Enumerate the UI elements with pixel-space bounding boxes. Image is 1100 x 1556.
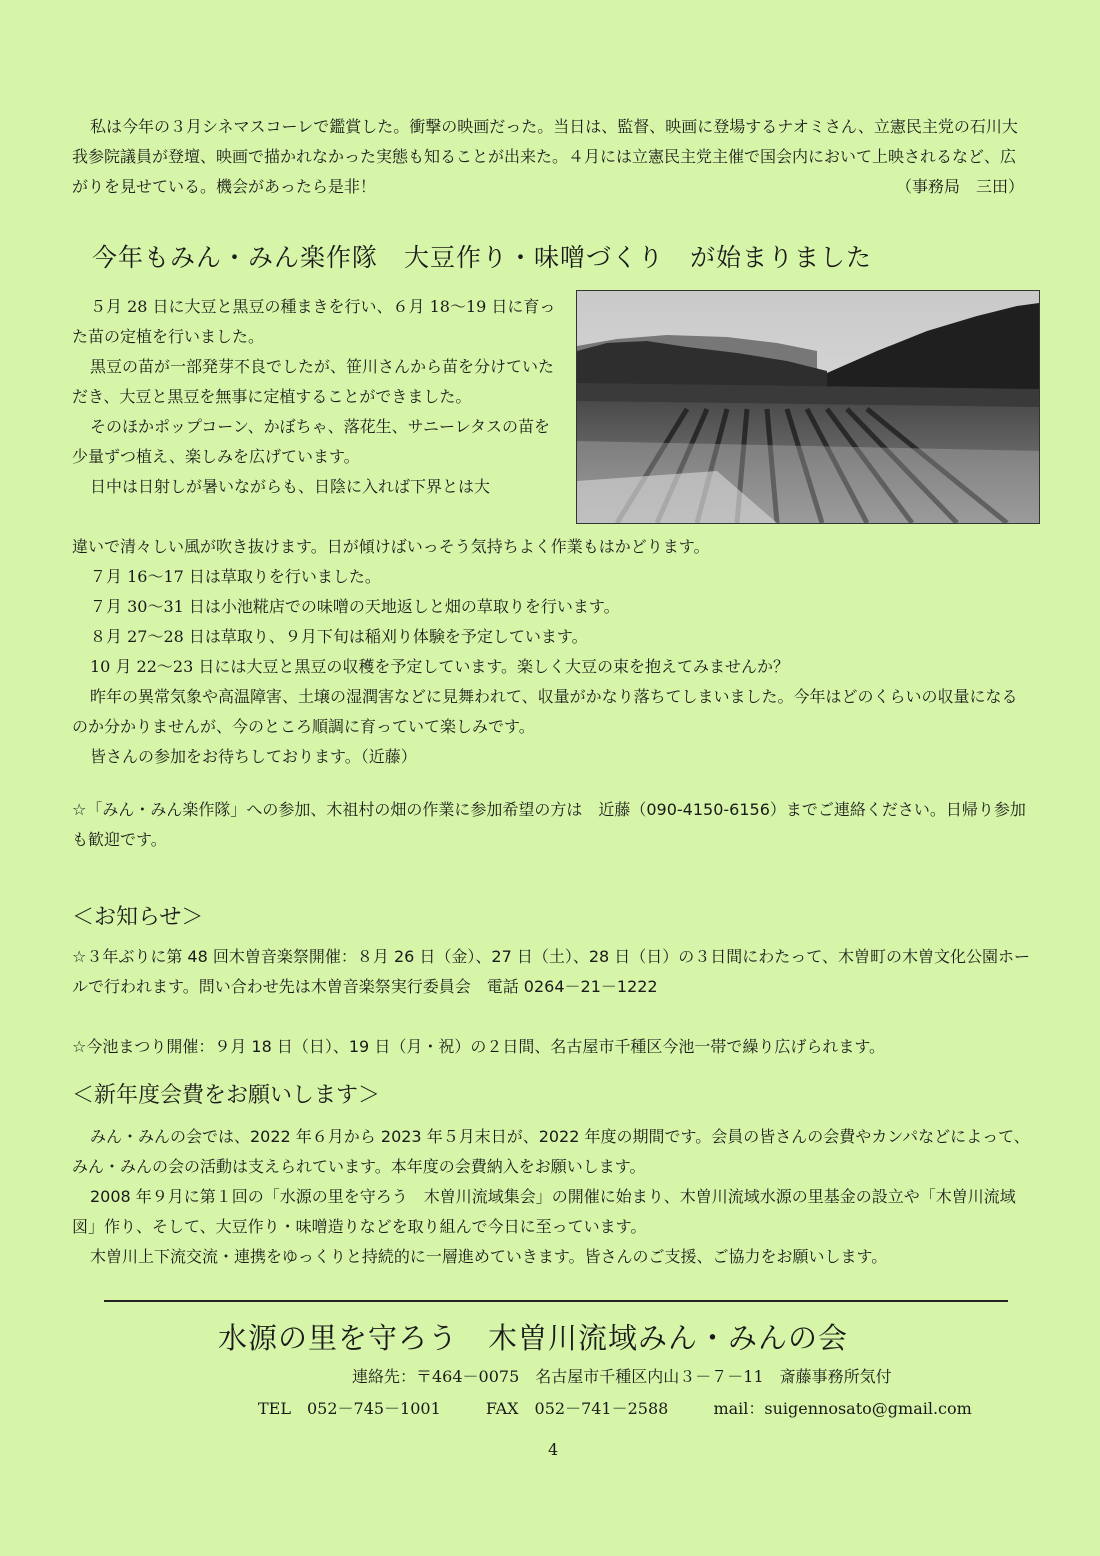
footer-divider	[104, 1300, 1008, 1302]
fees-paragraph: 2008 年９月に第１回の「水源の里を守ろう 木曽川流域集会」の開催に始まり、木曽川流域水源の里基金の設立や「木曽川流域図」作り、そして、大豆作り・味噌造りなどを取り組んで今日に至っています。	[72, 1187, 1016, 1236]
article-paragraph: ７月 16～17 日は草取りを行いました。	[90, 567, 381, 586]
contact-address: 連絡先：〒464－0075 名古屋市千種区内山３－７－11 斎藤事務所気付	[352, 1367, 892, 1386]
article-paragraph: ７月 30～31 日は小池糀店での味噌の天地返しと畑の草取りを行います。	[90, 597, 620, 616]
article-paragraph: 違いで清々しい風が吹き抜けます。日が傾けばいっそう気持ちよく作業もはかどります。	[72, 537, 710, 556]
fees-heading: ＜新年度会費をお願いします＞	[72, 1083, 381, 1108]
field-photo-image	[577, 291, 1039, 523]
article-paragraph: ５月 28 日に大豆と黒豆の種まきを行い、６月 18～19 日に育った苗の定植を行いました。	[72, 297, 556, 346]
fees-paragraph: みん・みんの会では、2022 年６月から 2023 年５月末日が、2022 年度の期間です。会員の皆さんの会費やカンパなどによって、みん・みんの会の活動は支えられています。本年度の会費納入をお願いします。	[72, 1127, 1030, 1176]
contact-line	[258, 1396, 1010, 1419]
article-paragraph: ８月 27～28 日は草取り、９月下旬は稲刈り体験を予定しています。	[90, 627, 588, 646]
article-paragraph: 日中は日射しが暑いながらも、日陰に入れば下界とは大	[90, 477, 491, 496]
participation-note: ☆「みん・みん楽作隊」への参加、木祖村の畑の作業に参加希望の方は 近藤（090-4150-6156）までご連絡ください。日帰り参加も歓迎です。	[72, 800, 1026, 849]
notice-item: ☆今池まつり開催：９月 18 日（日）、19 日（月・祝）の２日間、名古屋市千種区今池一帯で繰り広げられます。	[72, 1037, 886, 1056]
notice-item: ☆３年ぶりに第 48 回木曽音楽祭開催：８月 26 日（金）、27 日（土）、28 日（日）の３日間にわたって、木曽町の木曽文化公園ホールで行われます。問い合わせ先は木曽音楽祭実行委員会 電話 0264－21－1222	[72, 947, 1030, 996]
article-body	[72, 532, 1032, 772]
article-paragraph: 皆さんの参加をお待ちしております。（近藤）	[90, 747, 417, 766]
intro-paragraph	[72, 112, 1024, 202]
article-paragraph: 10 月 22～23 日には大豆と黒豆の収穫を予定しています。楽しく大豆の束を抱えてみませんか？	[90, 657, 790, 676]
article-title: 今年もみん・みん楽作隊 大豆作り・味噌づくり が始まりました	[92, 243, 873, 272]
organization-name: 水源の里を守ろう 木曽川流域みん・みんの会	[218, 1321, 849, 1355]
email-address: mail：suigennosato@gmail.com	[713, 1399, 972, 1418]
intro-signature: （事務局 三田）	[895, 177, 1024, 196]
tel-number: TEL 052－745－1001	[258, 1399, 441, 1418]
intro-text: 私は今年の３月シネマスコーレで鑑賞した。衝撃の映画だった。当日は、監督、映画に登場するナオミさん、立憲民主党の石川大我参院議員が登壇、映画で描かれなかった実態も知ることが出来た。４月には立憲民主党主催で国会内において上映されるなど、広がりを見せている。機会があったら是非！	[72, 117, 1018, 196]
fax-number: FAX 052－741－2588	[485, 1399, 669, 1418]
fees-paragraph: 木曽川上下流交流・連携をゆっくりと持続的に一層進めていきます。皆さんのご支援、ご協力をお願いします。	[90, 1247, 888, 1266]
article-paragraph: 昨年の異常気象や高温障害、土壌の湿潤害などに見舞われて、収量がかなり落ちてしまいました。今年はどのくらいの収量になるのか分かりませんが、今のところ順調に育っていて楽しみです。	[72, 687, 1018, 736]
notices-heading: ＜お知らせ＞	[72, 905, 204, 930]
article-paragraph: 黒豆の苗が一部発芽不良でしたが、笹川さんから苗を分けていただき、大豆と黒豆を無事に定植することができました。	[72, 357, 555, 406]
fees-body	[72, 1122, 1032, 1272]
article-paragraph: そのほかポップコーン、かぼちゃ、落花生、サニーレタスの苗を少量ずつ植え、楽しみを広げています。	[72, 417, 551, 466]
article-lead	[72, 292, 562, 502]
page-number: 4	[548, 1440, 559, 1459]
field-photo	[576, 290, 1040, 524]
